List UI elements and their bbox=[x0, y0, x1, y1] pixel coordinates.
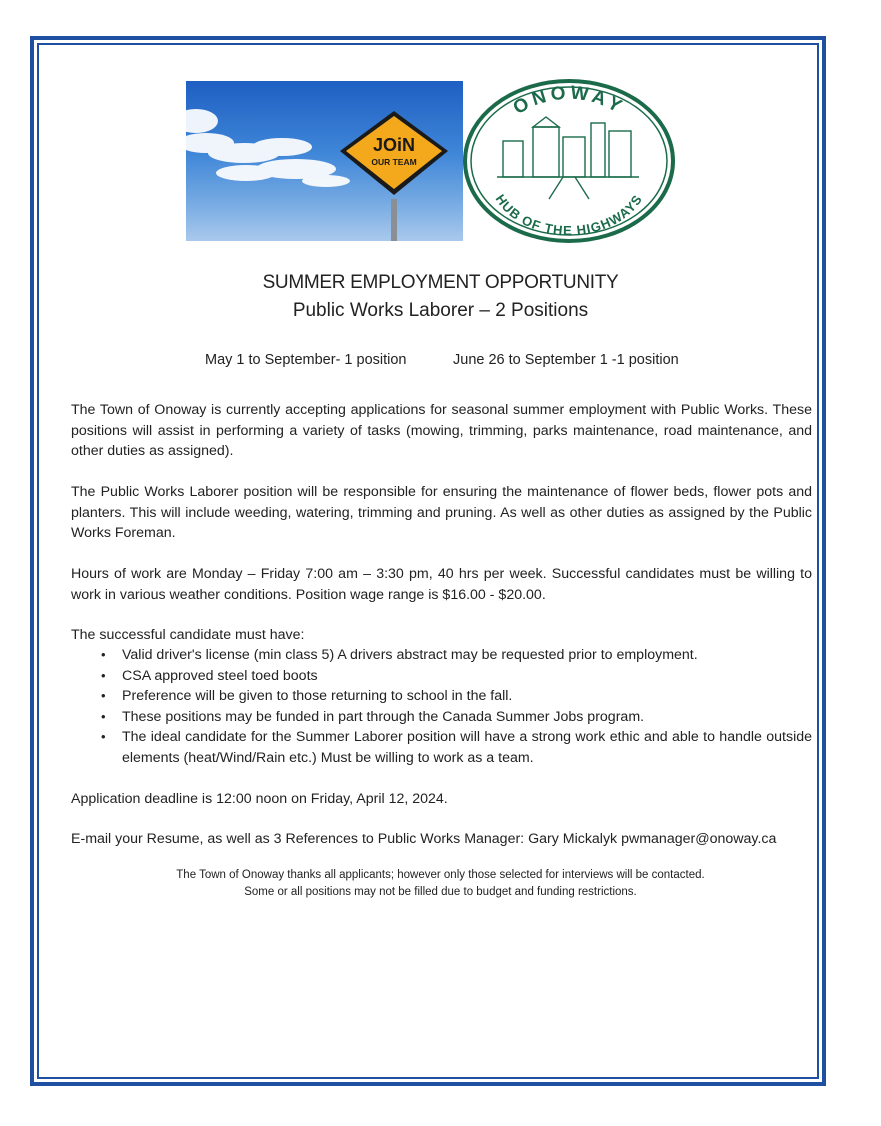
duties-paragraph: The Public Works Laborer position will be responsible for ensuring the maintenance of flower beds, flower pots and planters. This will include weeding, watering, trimming and pruning. As well as other duties as assigned by the Public Works Foreman. bbox=[71, 484, 812, 541]
sign-line1: JOiN bbox=[372, 135, 416, 155]
deadline-paragraph: Application deadline is 12:00 noon on Friday, April 12, 2024. bbox=[71, 791, 448, 807]
dates-left: May 1 to September- 1 position bbox=[205, 352, 407, 368]
page-subtitle: Public Works Laborer – 2 Positions bbox=[292, 300, 589, 321]
hours-paragraph: Hours of work are Monday – Friday 7:00 am – 3:30 pm, 40 hrs per week. Successful candidates must be willing to work in various weather conditions. Position wage range is $16.00 - $20.00. bbox=[71, 566, 812, 603]
page-title: SUMMER EMPLOYMENT OPPORTUNITY bbox=[262, 272, 619, 293]
logo-top: ONOWAY bbox=[509, 82, 629, 120]
logo-bottom: HUB OF THE HIGHWAYS bbox=[492, 191, 646, 239]
list-item: • These positions may be funded in part through the Canada Summer Jobs program. bbox=[71, 707, 812, 728]
join-our-team-image bbox=[186, 81, 463, 241]
list-item: • The ideal candidate for the Summer Laborer position will have a strong work ethic and able to handle outside elements (heat/Wind/Rain etc.) Must be willing to work as a team. bbox=[71, 727, 812, 768]
onoway-logo bbox=[463, 79, 675, 243]
footer-line1: The Town of Onoway thanks all applicants; however only those selected for interviews will be contacted. bbox=[176, 869, 705, 881]
intro-paragraph: The Town of Onoway is currently accepting applications for seasonal summer employment with Public Works. These positions will assist in performing a variety of tasks (mowing, trimming, parks maintenance, road maintenance, and other duties as assigned). bbox=[71, 402, 812, 459]
list-item: • Preference will be given to those returning to school in the fall. bbox=[71, 686, 812, 707]
footer-line2: Some or all positions may not be filled due to budget and funding restrictions. bbox=[244, 886, 637, 898]
requirements-list bbox=[71, 645, 812, 768]
sign-line2: OUR TEAM bbox=[371, 157, 417, 167]
dates-right: June 26 to September 1 -1 position bbox=[453, 352, 679, 368]
requirements-intro: The successful candidate must have: bbox=[71, 627, 305, 643]
list-item: • Valid driver's license (min class 5) A drivers abstract may be requested prior to employment. bbox=[71, 645, 812, 666]
list-item: • CSA approved steel toed boots bbox=[71, 666, 812, 687]
email-paragraph: E-mail your Resume, as well as 3 References to Public Works Manager: Gary Mickalyk pwmanager@onoway.ca bbox=[71, 831, 777, 847]
